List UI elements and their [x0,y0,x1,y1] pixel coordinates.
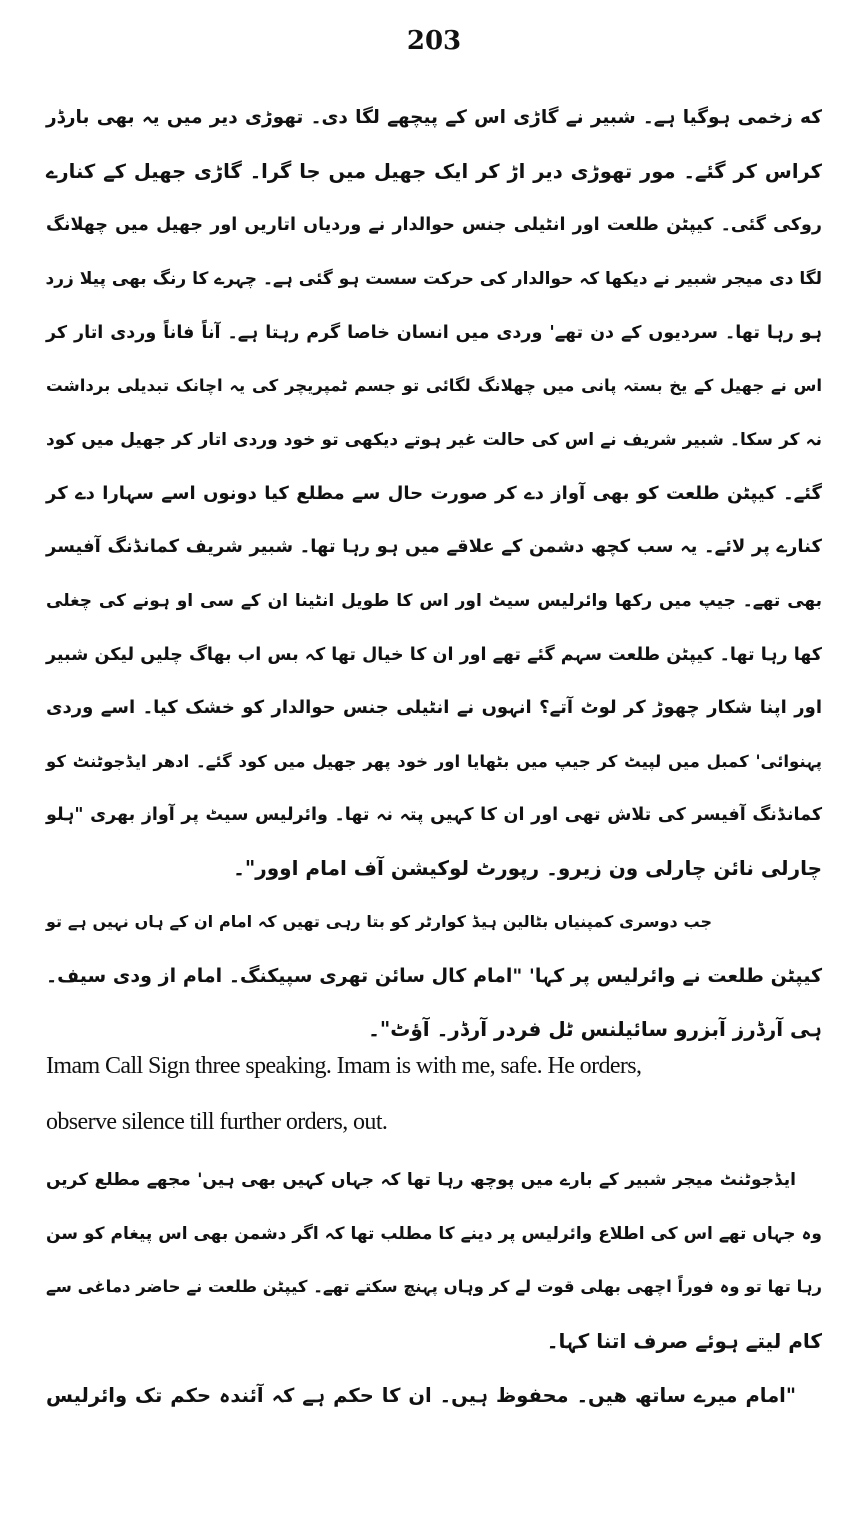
text-line: کام لیتے ہوئے صرف اتنا کہا۔ [546,1329,822,1353]
text-line: چارلی نائن چارلی ون زیرو۔ رپورٹ لوکیشن آف امام اوور"۔ [233,856,822,880]
text-line: رہا تھا تو وہ فوراً اچھی بھلی قوت لے کر وہاں پہنچ سکتے تھے۔ کیپٹن طلعت نے حاضر دماغی سے [46,1277,822,1296]
text-line: گئے۔ کیپٹن طلعت کو بھی آواز دے کر صورت حال سے مطلع کیا دونوں اسے سہارا دے کر [46,483,822,504]
english-line: observe silence till further orders, out. [46,1109,388,1135]
text-line: نہ کر سکا۔ شبیر شریف نے اس کی حالت غیر ہوتے دیکھی تو خود وردی اتار کر جھیل میں کود [46,430,822,450]
text-line: کھا رہا تھا۔ کیپٹن طلعت سہم گئے تھے اور ان کا خیال تھا کہ بس اب بھاگ چلیں لیکن شبیر [46,645,822,665]
english-line: Imam Call Sign three speaking. Imam is with me, safe. He orders, [46,1053,642,1079]
text-line: روکی گئی۔ کیپٹن طلعت اور انٹیلی جنس حوالدار نے وردیاں اتاریں اور جھیل میں چھلانگ [46,215,822,235]
text-line: کمانڈنگ آفیسر کی تلاش تھی اور ان کا کہیں پتہ نہ تھا۔ وائرلیس سیٹ پر آواز بھری "ہلو [46,805,822,825]
text-line: ہی آرڈرز آبزرو سائیلنس ٹل فردر آرڈر۔ آؤٹ"۔ [368,1017,822,1041]
text-line: جب دوسری کمپنیاں بٹالین ہیڈ کوارٹر کو بتا رہی تھیں کہ امام ان کے ہاں نہیں ہے تو [46,912,712,931]
page-number: 203 [406,26,462,56]
text-line: وہ جہاں تھے اس کی اطلاع وائرلیس پر دینے کا مطلب تھا کہ اگر دشمن بھی اس پیغام کو سن [46,1224,822,1244]
text-line: اور اپنا شکار چھوڑ کر لوٹ آتے؟ انہوں نے انٹیلی جنس حوالدار کو خشک کیا۔ اسے وردی [46,697,822,718]
text-line: پہنوائی' کمبل میں لپیٹ کر جیپ میں بٹھایا اور خود پھر جھیل میں کود گئے۔ ادھر ایڈجوٹنٹ کو [46,752,822,771]
text-line: کراس کر گئے۔ مور تھوڑی دیر اڑ کر ایک جھیل میں جا گرا۔ گاڑی جھیل کے کنارے [46,160,822,183]
text-line: کیپٹن طلعت نے وائرلیس پر کہا' "امام کال سائن تھری سپیکنگ۔ امام از ودی سیف۔ [46,965,822,987]
text-line: ہو رہا تھا۔ سردیوں کے دن تھے' وردی میں انسان خاصا گرم رہتا ہے۔ آناً فاناً وردی اتار کر [46,323,822,343]
text-line: کنارے پر لائے۔ یہ سب کچھ دشمن کے علاقے میں ہو رہا تھا۔ شبیر شریف کمانڈنگ آفیسر [46,536,822,557]
text-line: لگا دی میجر شبیر نے دیکھا کہ حوالدار کی حرکت سست ہو گئی ہے۔ چہرے کا رنگ بھی پیلا زرد [45,269,822,289]
text-line: ایڈجوٹنٹ میجر شبیر کے بارے میں پوچھ رہا تھا کہ جہاں کہیں بھی ہیں' مجھے مطلع کریں [46,1170,796,1190]
text-line: "امام میرے ساتھ ھیں۔ محفوظ ہیں۔ ان کا حکم ہے کہ آئندہ حکم تک وائرلیس [46,1384,796,1407]
text-line: بھی تھے۔ جیپ میں رکھا وائرلیس سیٹ اور اس کا طویل انٹینا ان کے سی او ہونے کی چغلی [46,591,822,611]
text-line: که زخمی ہوگیا ہے۔ شبیر نے گاڑی اس کے پیچھے لگا دی۔ تھوڑی دیر میں یہ بھی بارڈر [46,107,822,128]
text-line: اس نے جھیل کے یخ بستہ پانی میں چھلانگ لگائی تو جسم ٹمپریچر کی یہ اچانک تبدیلی برداشت [46,376,822,395]
